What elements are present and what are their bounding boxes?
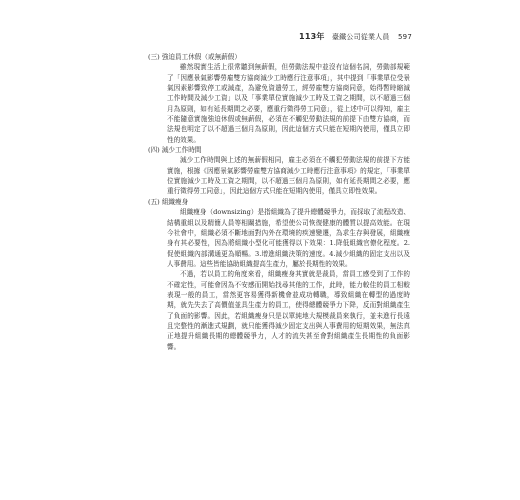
paragraph: 組織瘦身（downsizing）是指組織為了提升總體競爭力，而採取了流程改造、結構重組以及精簡人員等相關措施，希望使公司恢復健康的體質以提高效能。在現今社會中，組織必須不斷地面對內外在環境的疾速變遷，為求生存與發展，組織瘦身有其必要性，因為將組織小型化可能獲得以下效果：1.降低組織官僚化程度。2.促使組織內部溝通更為順暢。3.增進組織決策的速度。4.減少組織的固定支出以及人事費用。這些皆能協助組織提高生產力，屬於長期性的效果。 (167, 208, 410, 268)
section-heading: (三) 強迫員工休假（或無薪假） (148, 53, 241, 61)
section-heading: (五) 組織瘦身 (148, 197, 189, 206)
paragraph: 不過，若以員工的角度來看，組織瘦身其實就是裁員，當員工感受到了工作的不確定性，可能會因為不安感而開始找尋其他的工作，此時，能力較佳的員工相較表現一般的員工，當然更容易獲得新機會並成功轉職，導致組織在轉型的過度時期，就先失去了高價值並具生產力的員工，使得總體競爭力下降，反而對組織產生了負面的影響。因此，若組織瘦身只是以單純地大規模裁員來執行，並未進行長遠且完整性的漸進式規劃，就只能獲得減少固定支出與人事費用的短期效果，無法真正地提升組織長期的總體競爭力，人才的流失甚至會對組織產生長期性的負面影響。 (167, 270, 410, 351)
paragraph: 雖然現實生活上很常聽到無薪假，但勞動法規中並沒有這個名詞，勞動部規範了「因應景氣影響勞雇雙方協商減少工時應行注意事項」，其中提到「事業單位受景氣因素影響致停工或減產，為避免資遣勞工，經勞雇雙方協商同意，始得暫時縮減工作時間及減少工資」以及「事業單位實施減少工時及工資之期間，以不超過三個月為原則，如有延長期間之必要，應重行徵得勞工同意」，從上述中可以得知，雇主不能隨意實施強迫休假或無薪假，必須在不觸犯勞動法規的前提下由雙方協商，而法規也明定了以不超過三個月為原則，因此這個方式只能在短期內使用，僅具立即性的效果。 (167, 63, 410, 144)
section-body (167, 62, 410, 145)
running-header (299, 31, 412, 42)
exam-year: 113年 (299, 32, 325, 41)
paragraph: 減少工作時間與上述的無薪假相同，雇主必須在不觸犯勞動法規的前提下方能實施，根據《因應景氣影響勞雇雙方協商減少工時應行注意事項》的規定，「事業單位實施減少工時及工資之期間，以不超過三個月為原則，如有延長期間之必要，應重行徵得勞工同意」，因此這個方式只能在短期內使用，僅具立即性效果。 (167, 156, 410, 196)
section-heading: (四) 減少工作時間 (148, 146, 202, 155)
section-forced-leave (148, 52, 410, 145)
page-content (148, 52, 410, 352)
section-body (167, 207, 410, 352)
book-title: 臺鐵公司從業人員 (331, 33, 390, 41)
section-body (167, 155, 410, 196)
section-downsizing (148, 197, 410, 352)
section-reduce-hours (148, 145, 410, 197)
page-number: 597 (398, 33, 412, 41)
